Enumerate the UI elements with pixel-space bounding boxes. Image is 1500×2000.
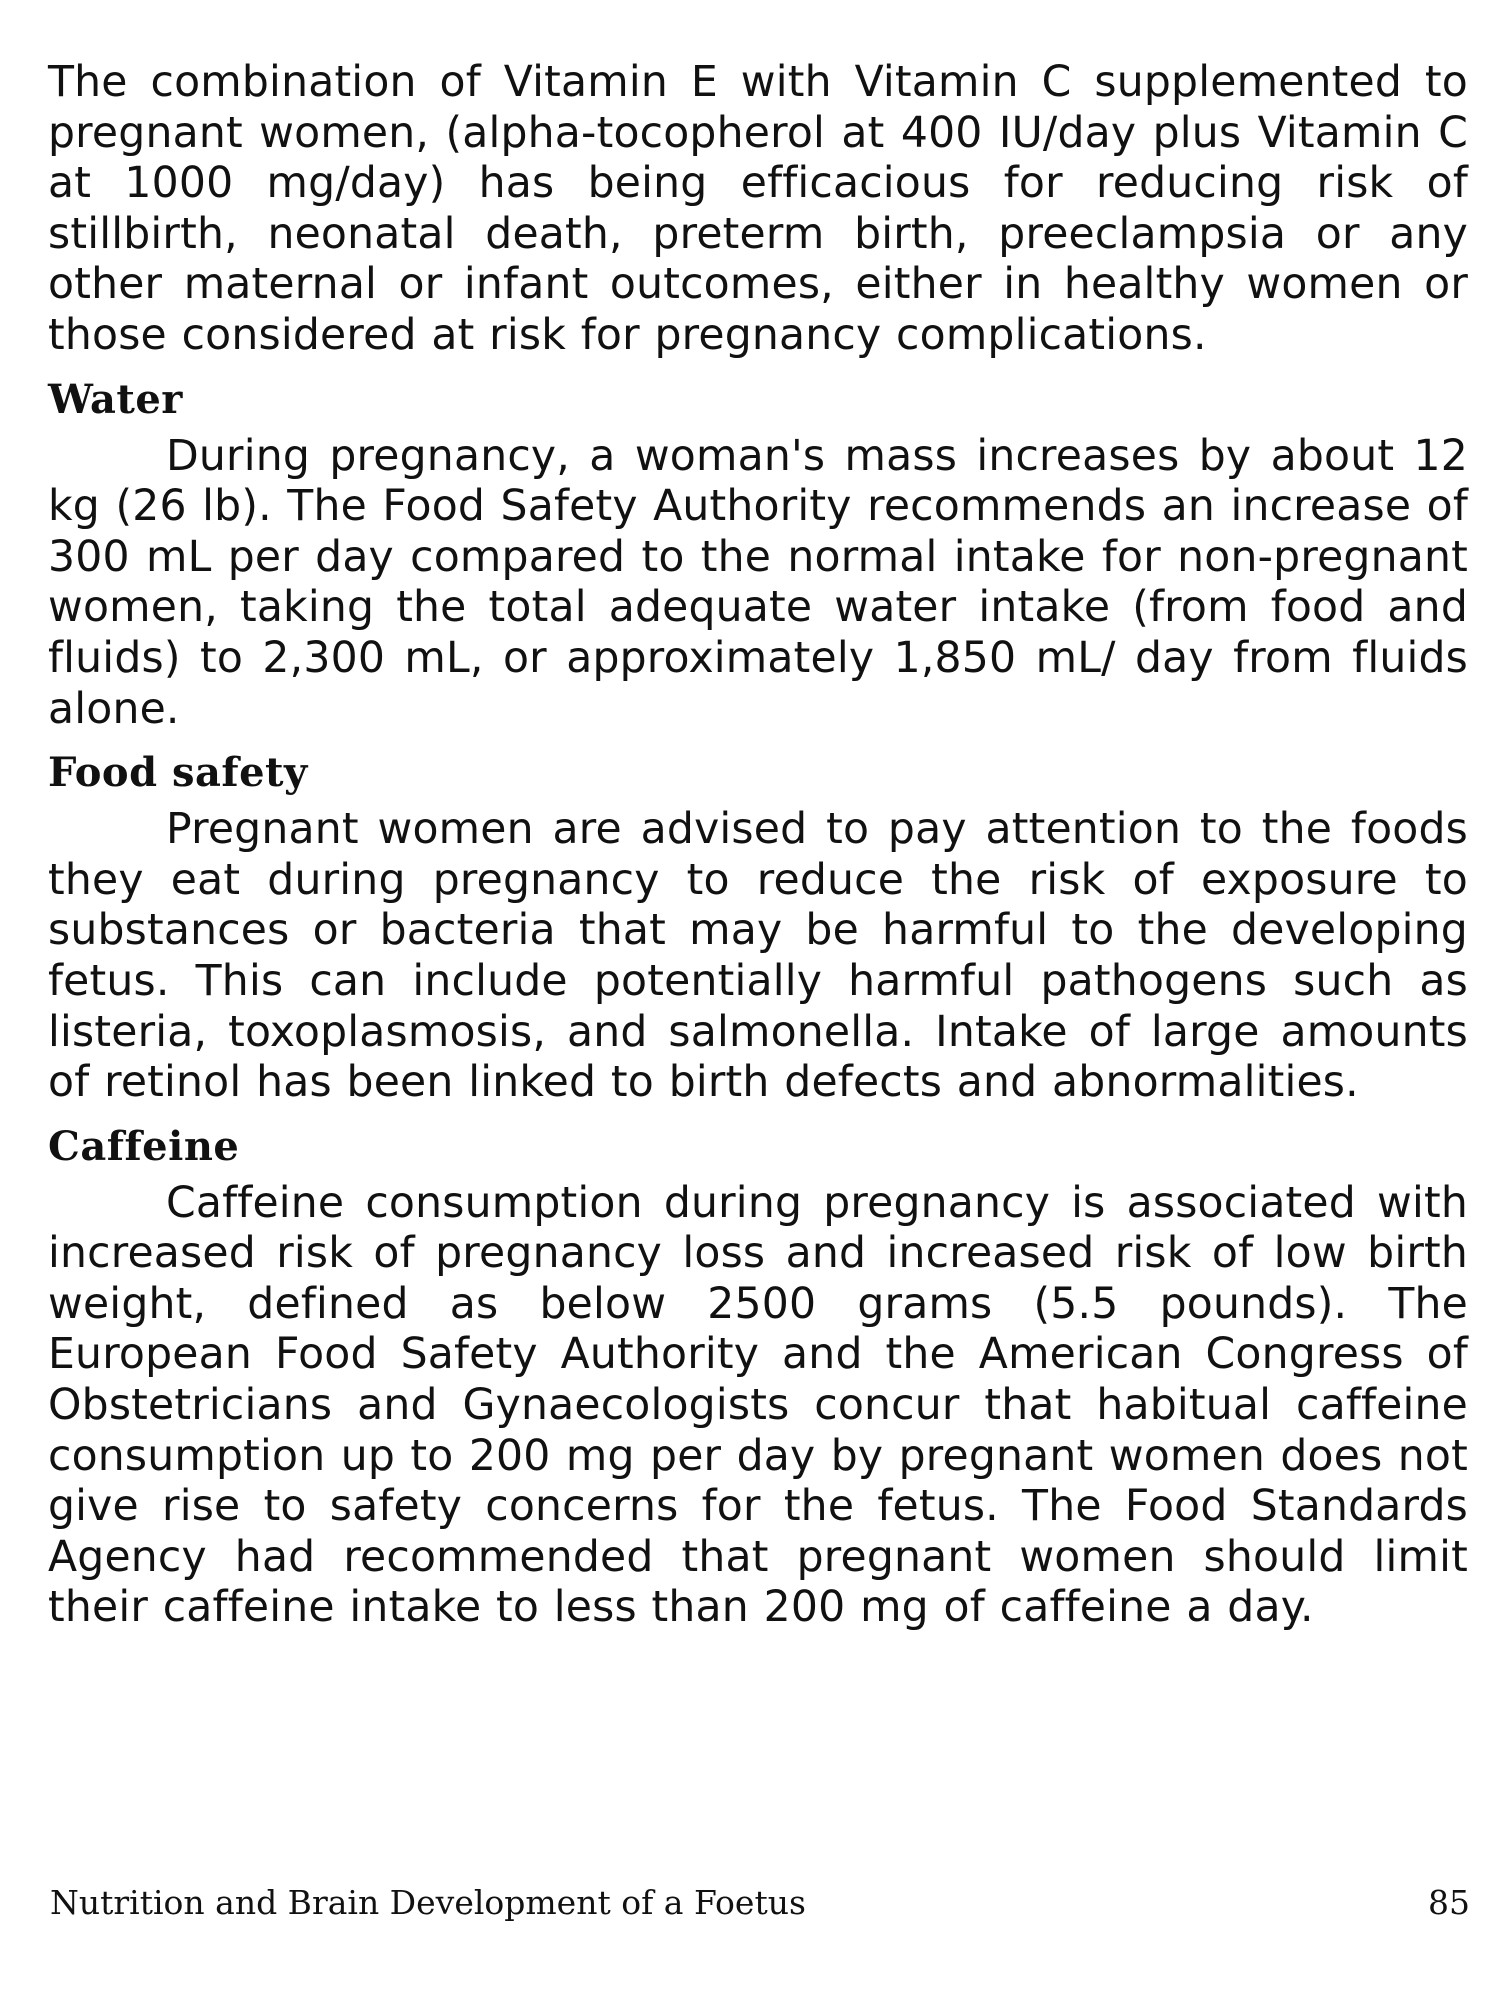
section-water	[48, 376, 1468, 736]
section-food-safety	[48, 749, 1468, 1109]
page-number: 85	[1428, 1883, 1470, 1922]
section-heading: Caffeine	[48, 1122, 240, 1170]
section-paragraph: During pregnancy, a woman's mass increases by about 12 kg (26 lb). The Food Safety Authority recommends an increase of 300 mL per day compared to the normal intake for non-pregnant women, taking the total adequate water intake (from food and fluids) to 2,300 mL, or approximately 1,850 mL/ day from fluids alone.	[48, 431, 1468, 734]
footer-book-title: Nutrition and Brain Development of a Foetus	[50, 1883, 806, 1922]
section-heading: Water	[48, 375, 183, 423]
section-caffeine	[48, 1123, 1468, 1634]
section-paragraph: Caffeine consumption during pregnancy is associated with increased risk of pregnancy loss and increased risk of low birth weight, defined as below 2500 grams (5.5 pounds). The European Food Safety Authority and the American Congress of Obstetricians and Gynaecologists concur that habitual caffeine consumption up to 200 mg per day by pregnant women does not give rise to safety concerns for the fetus. The Food Standards Agency had recommended that pregnant women should limit their caffeine intake to less than 200 mg of caffeine a day.	[48, 1178, 1468, 1633]
intro-paragraph: The combination of Vitamin E with Vitamin C supplemented to pregnant women, (alpha-tocopherol at 400 IU/day plus Vitamin C at 1000 mg/day) has being efficacious for reducing risk of stillbirth, neonatal death, preterm birth, preeclampsia or any other maternal or infant outcomes, either in healthy women or those considered at risk for pregnancy complications.	[48, 58, 1468, 360]
section-heading: Food safety	[48, 749, 308, 797]
section-paragraph: Pregnant women are advised to pay attention to the foods they eat during pregnancy to reduce the risk of exposure to substances or bacteria that may be harmful to the developing fetus. This can include potentially harmful pathogens such as listeria, toxoplasmosis, and salmonella. Intake of large amounts of retinol has been linked to birth defects and abnormalities.	[48, 805, 1468, 1108]
page-body	[48, 58, 1468, 1634]
